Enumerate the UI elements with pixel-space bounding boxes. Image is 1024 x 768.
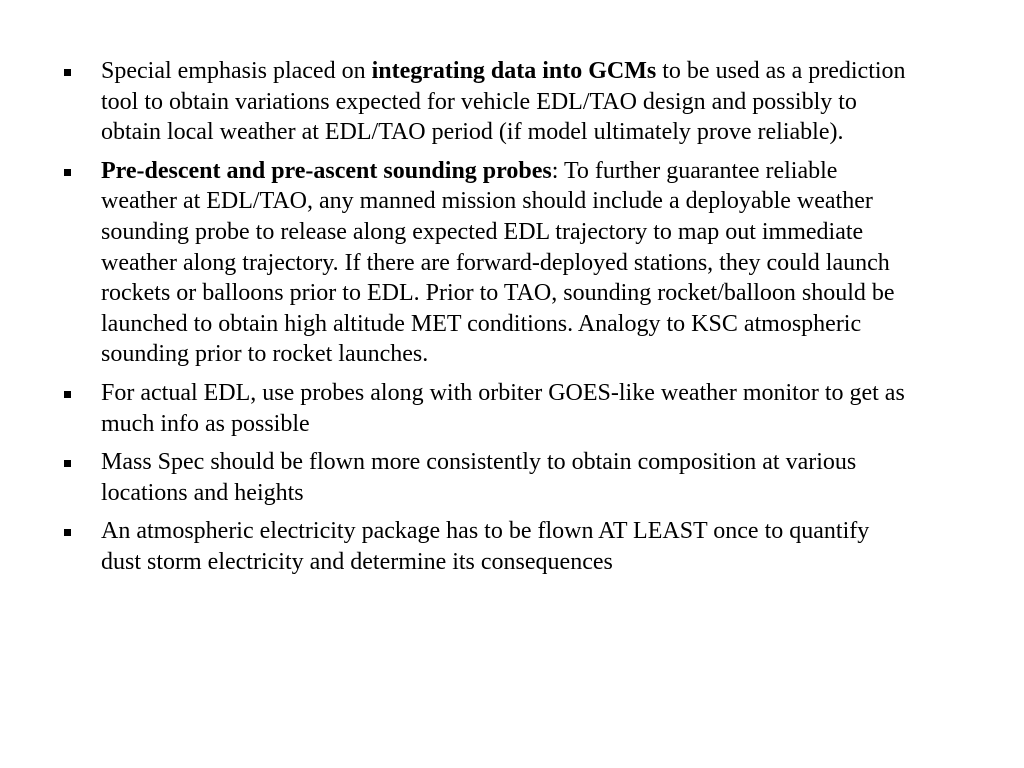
square-bullet-icon [64,169,71,176]
bullet-text: Mass Spec should be flown more consistently to obtain composition at various locations and heights [101,449,857,506]
bullet-item-sounding-probes [0,156,913,370]
square-bullet-icon [64,460,71,467]
bullet-item-gcm [0,56,913,148]
bullet-emphasis: integrating data into GCMs [371,58,657,84]
square-bullet-icon [64,529,71,536]
bullet-item-atmospheric-electricity [0,516,913,577]
bullet-text: : To further guarantee reliable weather at EDL/TAO, any manned mission should include a deployable weather sounding probe to release along expected EDL trajectory to map out immediate weather along trajectory. If there are forward-deployed stations, they could launch rockets or balloons prior to EDL. Prior to TAO, sounding rocket/balloon should be launched to obtain high altitude MET conditions. Analogy to KSC atmospheric sounding prior to rocket launches. [101,157,895,368]
bullet-list [0,56,1024,586]
square-bullet-icon [64,391,71,398]
bullet-item-actual-edl [0,378,913,439]
bullet-emphasis: Pre-descent and pre-ascent sounding probes [101,157,552,184]
bullet-text: For actual EDL, use probes along with orbiter GOES-like weather monitor to get as much info as possible [101,379,905,437]
bullet-text: to be used as a prediction tool to obtain variations expected for vehicle EDL/TAO design and possibly to obtain local weather at EDL/TAO period (if model ultimately prove reliable). [101,58,906,146]
square-bullet-icon [64,69,71,76]
bullet-item-mass-spec [0,447,913,508]
bullet-text: An atmospheric electricity package has to be flown AT LEAST once to quantify dust storm electricity and determine its consequences [101,518,870,575]
bullet-text: Special emphasis placed on [101,58,372,84]
